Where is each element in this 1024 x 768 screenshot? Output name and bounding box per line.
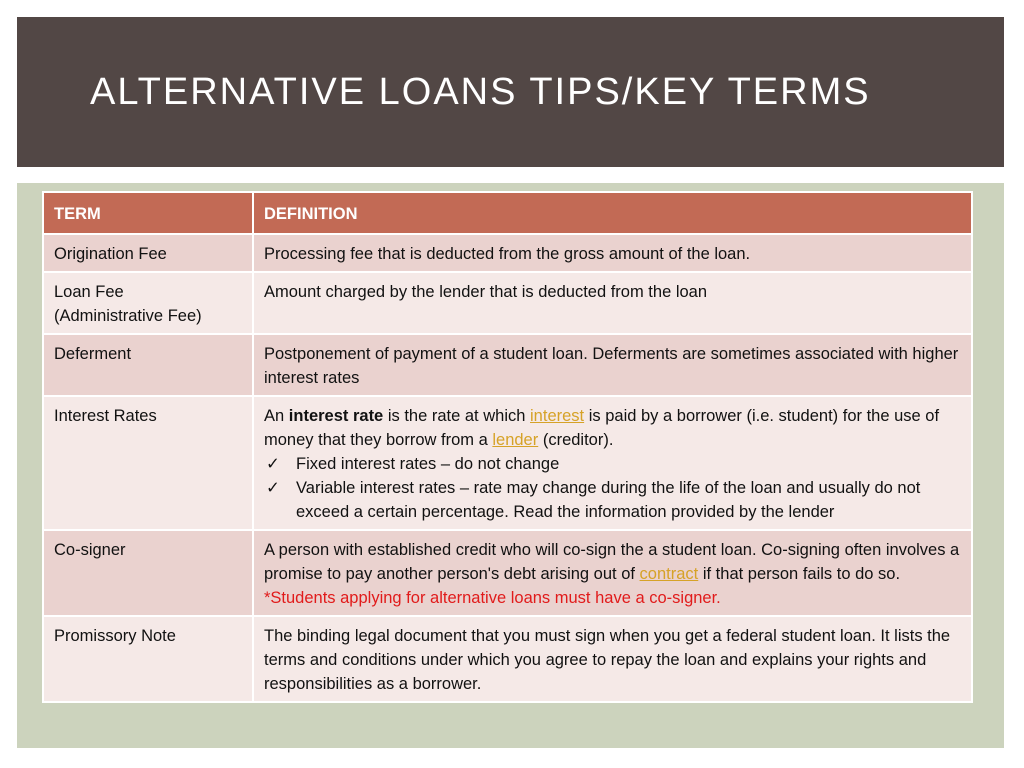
term-cell: Co-signer bbox=[43, 530, 253, 616]
table-header-row bbox=[43, 192, 972, 234]
interest-link[interactable]: interest bbox=[530, 407, 585, 425]
check-icon: ✓ bbox=[266, 479, 280, 497]
key-terms-table bbox=[42, 191, 973, 703]
term-cell bbox=[43, 272, 253, 334]
term-line: (Administrative Fee) bbox=[54, 307, 202, 325]
definition-paragraph: An interest rate is the rate at which interest is paid by a borrower (i.e. student) for the use of money that they borrow from a lender (creditor). bbox=[264, 407, 940, 449]
table-row bbox=[43, 530, 972, 616]
bullet-variable-rates: ✓ Variable interest rates – rate may change during the life of the loan and usually do not exceed a certain percentage. Read the information provided by the lender bbox=[264, 476, 961, 524]
definition-cell: Postponement of payment of a student loan. Deferments are sometimes associated with higher interest rates bbox=[253, 334, 972, 396]
title-bar bbox=[17, 17, 1004, 167]
interest-rate-term: interest rate bbox=[288, 407, 384, 425]
contract-link[interactable]: contract bbox=[639, 565, 699, 583]
bullet-fixed-rates: ✓ Fixed interest rates – do not change bbox=[264, 452, 961, 476]
table-row bbox=[43, 234, 972, 272]
term-cell: Promissory Note bbox=[43, 616, 253, 702]
term-cell: Origination Fee bbox=[43, 234, 253, 272]
table-row bbox=[43, 272, 972, 334]
definition-cell: A person with established credit who will co-sign the a student loan. Co-signing often involves a promise to pay another person's debt arising out of contract if that person fails to do so. *Students applying for alternative loans must have a co-signer. bbox=[253, 530, 972, 616]
table-row bbox=[43, 396, 972, 530]
definition-cell: Amount charged by the lender that is deducted from the loan bbox=[253, 272, 972, 334]
definition-cell: Processing fee that is deducted from the gross amount of the loan. bbox=[253, 234, 972, 272]
table-row bbox=[43, 616, 972, 702]
table-row bbox=[43, 334, 972, 396]
term-cell: Deferment bbox=[43, 334, 253, 396]
header-definition: DEFINITION bbox=[253, 192, 972, 234]
lender-link[interactable]: lender bbox=[492, 431, 539, 449]
definition-cell: The binding legal document that you must sign when you get a federal student loan. It lists the terms and conditions under which you agree to repay the loan and explains your rights and responsibilities as a borrower. bbox=[253, 616, 972, 702]
check-icon: ✓ bbox=[266, 455, 280, 473]
term-cell: Interest Rates bbox=[43, 396, 253, 530]
slide-title: ALTERNATIVE LOANS TIPS/KEY TERMS bbox=[90, 70, 871, 113]
definition-cell bbox=[253, 396, 972, 530]
header-term: TERM bbox=[43, 192, 253, 234]
term-line: Loan Fee bbox=[54, 283, 124, 301]
co-signer-warning: *Students applying for alternative loans must have a co-signer. bbox=[264, 589, 721, 607]
